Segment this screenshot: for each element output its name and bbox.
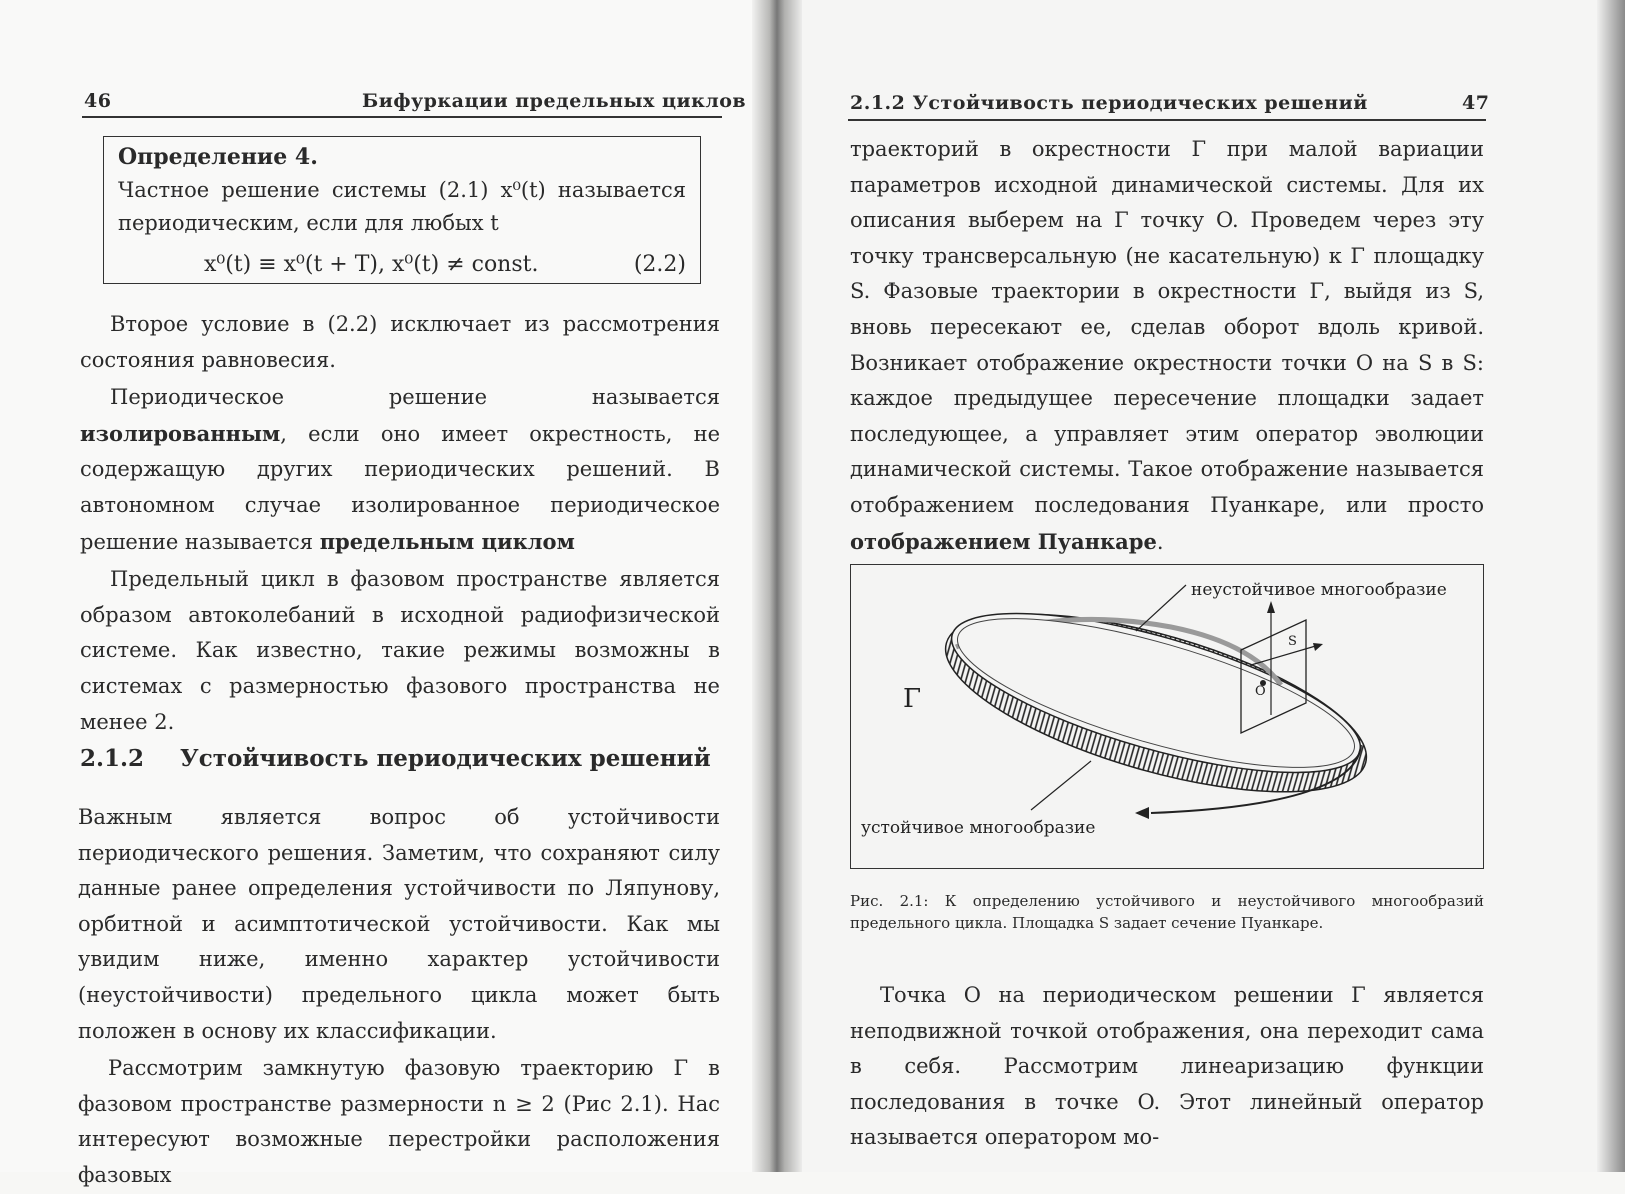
figure-2-1 xyxy=(850,564,1484,869)
definition-title: Определение 4. xyxy=(118,144,318,170)
page-edge-shadow xyxy=(1597,0,1625,1172)
book-gutter xyxy=(752,0,802,1172)
left-para-1: Второе условие в (2.2) исключает из рассмотрения состояния равновесия. xyxy=(80,312,720,372)
term-isolated: изолированным xyxy=(80,420,281,446)
definition-box xyxy=(103,136,701,284)
limit-cycle-ribbon xyxy=(928,578,1385,829)
figure-caption: Рис. 2.1: К определению устойчивого и неустойчивого многообразий предельного цикла. Площадка S задает сечение Пуанкаре. xyxy=(850,892,1484,932)
right-body-text-1 xyxy=(850,132,1484,560)
definition-text: Частное решение системы (2.1) x⁰(t) называется периодическим, если для любых t xyxy=(118,178,686,235)
left-header-rule xyxy=(82,116,722,118)
arrowhead-icon xyxy=(1135,807,1149,819)
right-para-1-c: . xyxy=(1156,529,1164,554)
limit-cycle-diagram xyxy=(851,565,1482,867)
left-para-3: Предельный цикл в фазовом пространстве является образом автоколебаний в исходной радиофизической системе. Как известно, такие режимы возможны в системах с размерностью фазового пространства не менее 2. xyxy=(80,567,720,734)
left-para-2-a: Периодическое решение называется xyxy=(110,385,720,410)
term-limit-cycle: предельным циклом xyxy=(319,528,575,554)
label-unstable-manifold: неустойчивое многообразие xyxy=(1191,580,1447,600)
left-para-5: Рассмотрим замкнутую фазовую траекторию Γ в фазовом пространстве размерности n ≥ 2 (Рис 2.1). Нас интересуют возможные перестройки расположения фазовых xyxy=(78,1056,720,1187)
definition-equation xyxy=(118,248,686,288)
left-para-2-c: , если оно имеет окрестность, не содержащую других периодических решений. В автономном случае изолированное периодическое решение называется xyxy=(80,421,720,554)
right-para-1-a: траекторий в окрестности Γ при малой вариации параметров исходной динамической системы. Для их описания выберем на Γ точку O. Проведем через эту точку трансверсальную (не касательную) к Γ площадку S. Фазовые траектории в окрестности Γ, выйдя из S, вновь пересекают ее, сделав оборот вдоль кривой. Возникает отображение окрестности точки O на S в S: каждое предыдущее пересечение площадки задает последующее, а управляет этим оператор эволюции динамической системы. Такое отображение называется отображением последования Пуанкаре, или просто xyxy=(850,137,1484,517)
right-para-1 xyxy=(850,132,1484,560)
left-page-number: 46 xyxy=(84,90,112,112)
section-title: Устойчивость периодических решений xyxy=(180,745,711,772)
term-poincare-map: отображением Пуанкаре xyxy=(850,528,1157,554)
label-s: S xyxy=(1288,634,1297,649)
left-para-2 xyxy=(80,380,720,560)
right-header-rule xyxy=(848,119,1486,121)
left-body-text-1 xyxy=(80,307,720,740)
label-gamma: Γ xyxy=(903,684,922,714)
left-body-text-2 xyxy=(78,800,720,1194)
label-o: O xyxy=(1255,684,1266,699)
equation-number: (2.2) xyxy=(633,252,686,277)
stable-leader-line xyxy=(1031,761,1091,810)
label-stable-manifold: устойчивое многообразие xyxy=(861,818,1096,838)
section-number: 2.1.2 xyxy=(80,745,145,772)
right-para-2: Точка O на периодическом решении Γ является неподвижной точкой отображения, она переходит сама в себя. Рассмотрим линеаризацию функции последования в точке O. Этот линейный оператор называется оператором мо- xyxy=(850,983,1484,1150)
right-body-text-2 xyxy=(850,978,1484,1156)
equation-body: x⁰(t) ≡ x⁰(t + T), x⁰(t) ≠ const. xyxy=(204,252,539,277)
section-heading xyxy=(80,745,711,772)
right-page-number: 47 xyxy=(1462,92,1490,114)
left-para-4: Важным является вопрос об устойчивости периодического решения. Заметим, что сохраняют силу данные ранее определения устойчивости по Ляпунову, орбитной и асимптотической устойчивости. Как мы увидим ниже, именно характер устойчивости (неустойчивости) предельного цикла может быть положен в основу их классификации. xyxy=(78,805,720,1043)
left-running-head: Бифуркации предельных циклов xyxy=(362,90,747,112)
right-running-head: 2.1.2 Устойчивость периодических решений xyxy=(850,92,1368,114)
